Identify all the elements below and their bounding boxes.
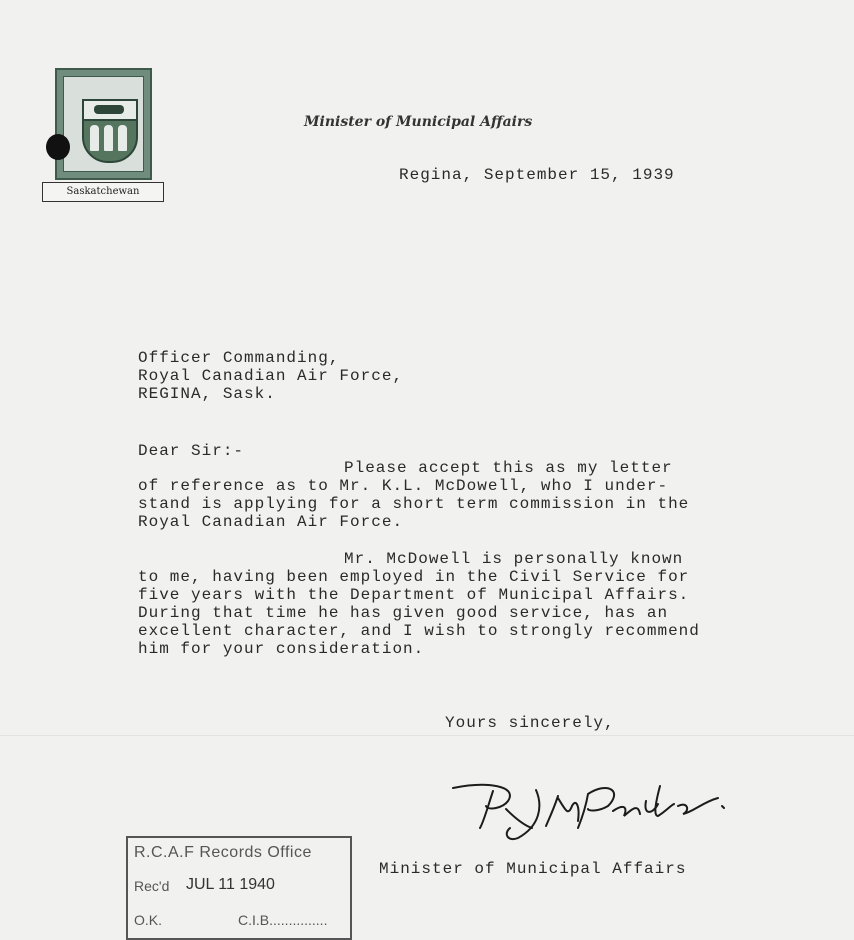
address-line: Royal Canadian Air Force,	[138, 367, 404, 385]
signer-title: Minister of Municipal Affairs	[379, 860, 687, 878]
stamp-title: R.C.A.F Records Office	[134, 844, 312, 861]
crest-banner: Saskatchewan	[42, 182, 164, 202]
wheat-sheaf-icon	[104, 125, 113, 151]
received-stamp	[126, 836, 352, 940]
paper-fold-line	[0, 735, 854, 736]
handwritten-signature	[448, 776, 738, 846]
dateline: Regina, September 15, 1939	[399, 166, 675, 184]
saskatchewan-crest-logo	[55, 68, 152, 180]
recipient-address	[138, 349, 403, 403]
stamp-received-label: Rec'd	[134, 878, 170, 894]
stamp-received-date: JUL 11 1940	[186, 876, 275, 893]
closing: Yours sincerely,	[445, 714, 615, 732]
shield-icon	[82, 99, 138, 163]
address-line: REGINA, Sask.	[138, 385, 276, 403]
lion-icon	[94, 105, 124, 114]
stamp-cib-label: C.I.B...............	[238, 912, 328, 928]
letterhead-department: Minister of Municipal Affairs	[304, 114, 533, 130]
paragraph-2: Mr. McDowell is personally known to me, having been employed in the Civil Service for five years with the Department of Municipal Affairs. During that time he has given good service, has an excellent character, and I wish to strongly recommend him for your consideration.	[138, 550, 700, 658]
address-line: Officer Commanding,	[138, 349, 340, 367]
punch-hole	[46, 134, 70, 160]
salutation: Dear Sir:-	[138, 442, 245, 460]
paragraph-1: Please accept this as my letter of reference as to Mr. K.L. McDowell, who I under- stand is applying for a short term commission in the Royal Canadian Air Force.	[138, 459, 690, 531]
wheat-sheaf-icon	[90, 125, 99, 151]
wheat-sheaf-icon	[118, 125, 127, 151]
stamp-ok-label: O.K.	[134, 912, 163, 928]
